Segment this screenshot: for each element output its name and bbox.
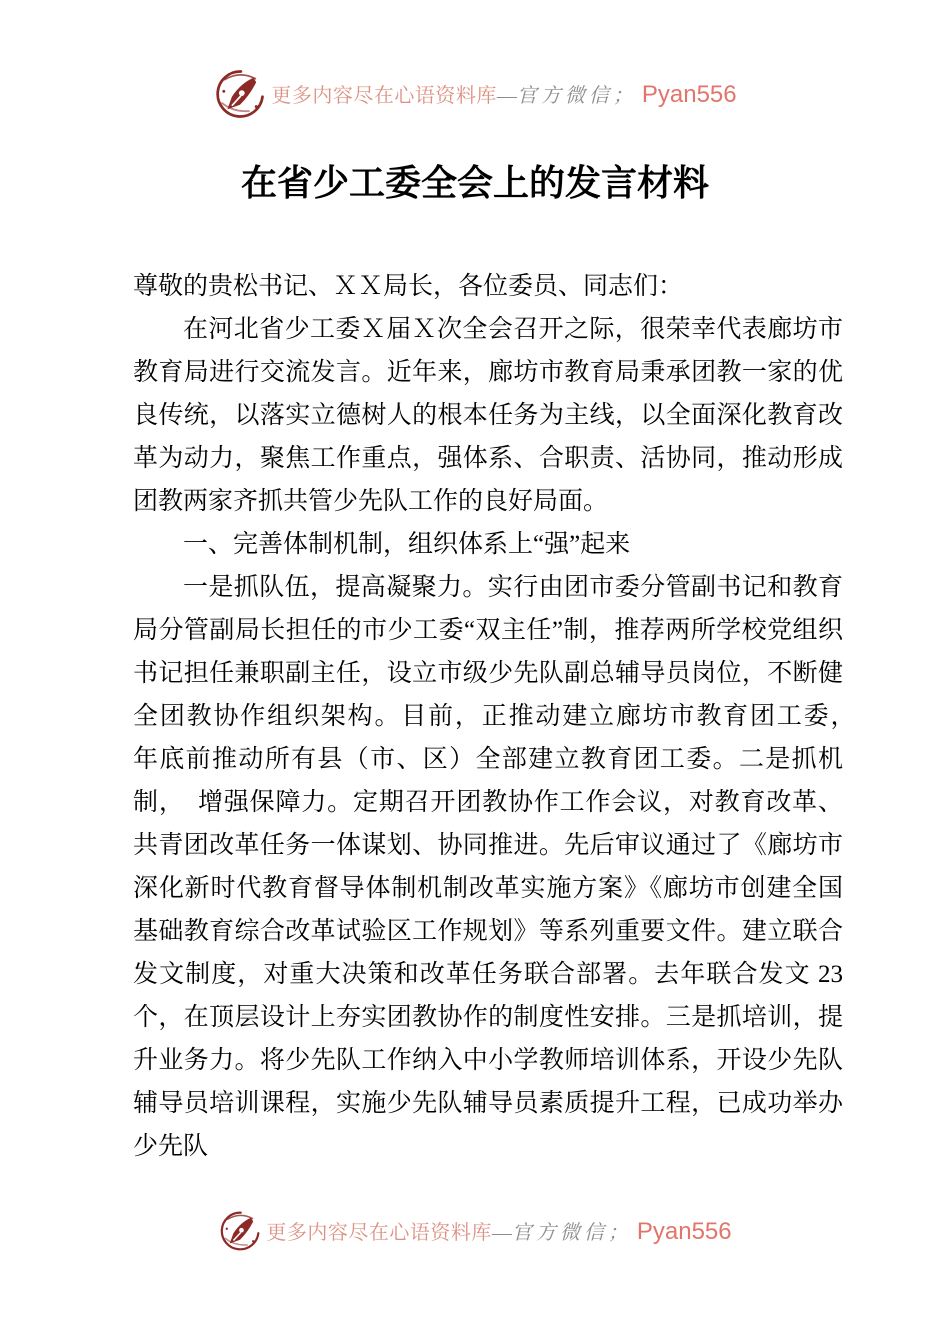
- paragraph-section-heading: 一、完善体制机制，组织体系上“强”起来: [183, 531, 631, 558]
- banner-wechat-label: 官方微信；: [516, 85, 637, 107]
- banner-text: [266, 1216, 731, 1246]
- banner-wechat-id: Pyan556: [636, 1218, 732, 1245]
- document-body: [133, 265, 869, 1168]
- paragraph-salutation: 尊敬的贵松书记、ＸＸ局长，各位委员、同志们：: [133, 273, 684, 300]
- banner-wechat-id: Pyan556: [641, 81, 737, 108]
- banner-text: [271, 79, 736, 109]
- pen-logo-icon: [218, 1209, 262, 1253]
- paragraph-intro: 在河北省少工委Ｘ届Ｘ次全会召开之际，很荣幸代表廊坊市教育局进行交流发言。近年来，廊坊市教育局秉承团教一家的优良传统，以落实立德树人的根本任务为主线，以全面深化教育改革为动力，聚焦工作重点，强体系、合职责、活协同，推动形成团教两家齐抓共管少先队工作的良好局面。: [133, 316, 843, 515]
- promo-banner-top: [0, 66, 950, 122]
- banner-site-text: 更多内容尽在心语资料库: [271, 85, 497, 107]
- banner-dash: —: [496, 85, 517, 107]
- banner-dash: —: [491, 1222, 512, 1244]
- pen-logo-icon: [213, 67, 267, 121]
- banner-site-text: 更多内容尽在心语资料库: [266, 1222, 492, 1244]
- document-title: 在省少工委全会上的发言材料: [240, 163, 709, 203]
- paragraph-section-body: 一是抓队伍，提高凝聚力。实行由团市委分管副书记和教育局分管副局长担任的市少工委“双主任”制，推荐两所学校党组织书记担任兼职副主任，设立市级少先队副总辅导员岗位，不断健全团教协作组织架构。目前，正推动建立廊坊市教育团工委， 年底前推动所有县（市、区）全部建立教育团工委。二是抓机制， 增强保障力。定期召开团教协作工作会议，对教育改革、共青团改革任务一体谋划、协同推进。先后审议通过了《廊坊市深化新时代教育督导体制机制改革实施方案》《廊坊市创建全国基础教育综合改革试验区工作规划》等系列重要文件。建立联合发文制度，对重大决策和改革任务联合部署。去年联合发文 23 个，在顶层设计上夯实团教协作的制度性安排。三是抓培训，提升业务力。将少先队工作纳入中小学教师培训体系，开设少先队辅导员培训课程，实施少先队辅导员素质提升工程，已成功举办少先队: [133, 574, 869, 1160]
- promo-banner-bottom: [0, 1206, 950, 1256]
- banner-wechat-label: 官方微信；: [511, 1222, 632, 1244]
